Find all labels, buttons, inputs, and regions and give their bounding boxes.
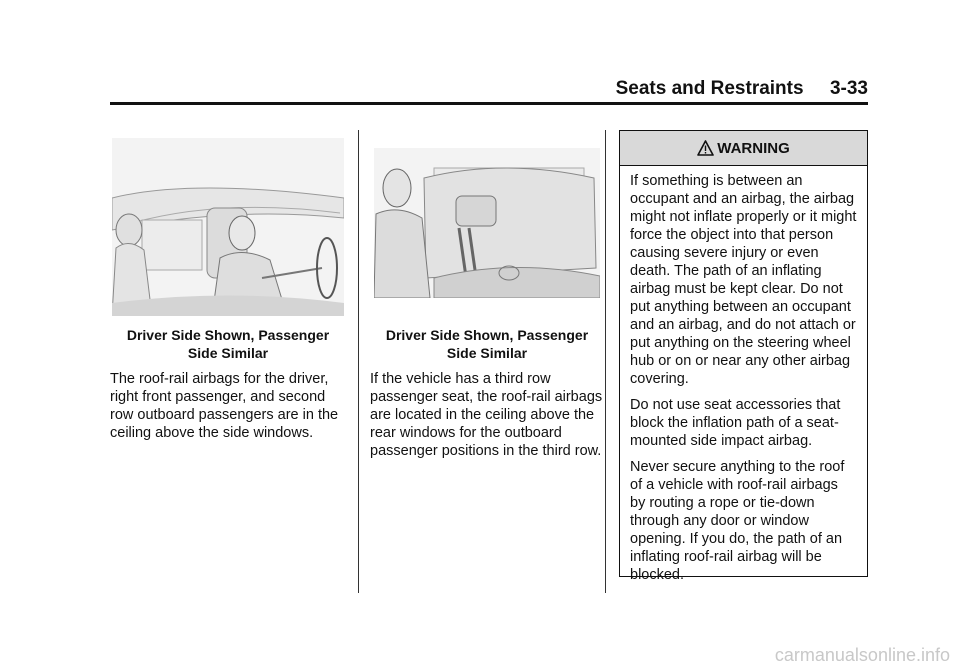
figure-caption [374, 326, 600, 362]
column2-body-text: If the vehicle has a third row passenger seat, the roof-rail airbags are located in the ceiling above the rear windows for the outboard passenger positions in the third row. [370, 371, 603, 459]
column-divider [358, 130, 359, 593]
warning-header [620, 131, 867, 166]
caption-line: Driver Side Shown, Passenger [126, 327, 330, 343]
caption-line: Driver Side Shown, Passenger [385, 327, 589, 343]
driver-side-airbag-illustration [112, 138, 344, 316]
warning-title: WARNING [717, 139, 790, 157]
column1-body-text: The roof-rail airbags for the driver, right front passenger, and second row outboard passengers are in the ceiling above the side windows. [110, 371, 339, 441]
third-row-airbag-illustration [374, 148, 600, 298]
footer-watermark: carmanualsonline.info [774, 645, 950, 665]
warning-box [619, 130, 868, 583]
warning-paragraph: Do not use seat accessories that block the inflation path of a seat-mounted side impact airbag. [630, 397, 841, 449]
figure-caption [112, 326, 344, 362]
warning-paragraph: If something is between an occupant and an airbag, the airbag might not inflate properly or it might force the object into that person causing severe injury or even death. The path of an inflating airbag must be kept clear. Do not put anything between an occupant and an airbag, and do not attach or put anything on the steering wheel hub or on or near any other airbag covering. [630, 173, 857, 387]
header-rule [110, 102, 868, 105]
header-text [616, 78, 868, 100]
warning-triangle-icon [697, 140, 714, 156]
page-number: 3-33 [829, 78, 868, 99]
caption-line: Side Similar [446, 345, 528, 361]
caption-line: Side Similar [187, 345, 269, 361]
section-title: Seats and Restraints [615, 78, 804, 99]
column-divider [605, 130, 606, 593]
warning-body [620, 166, 867, 584]
warning-paragraph: Never secure anything to the roof of a vehicle with roof-rail airbags by routing a rope or tie-down through any door or window opening. If you do, the path of an inflating roof-rail airbag will be blocked. [630, 459, 845, 583]
page-header [110, 78, 868, 104]
